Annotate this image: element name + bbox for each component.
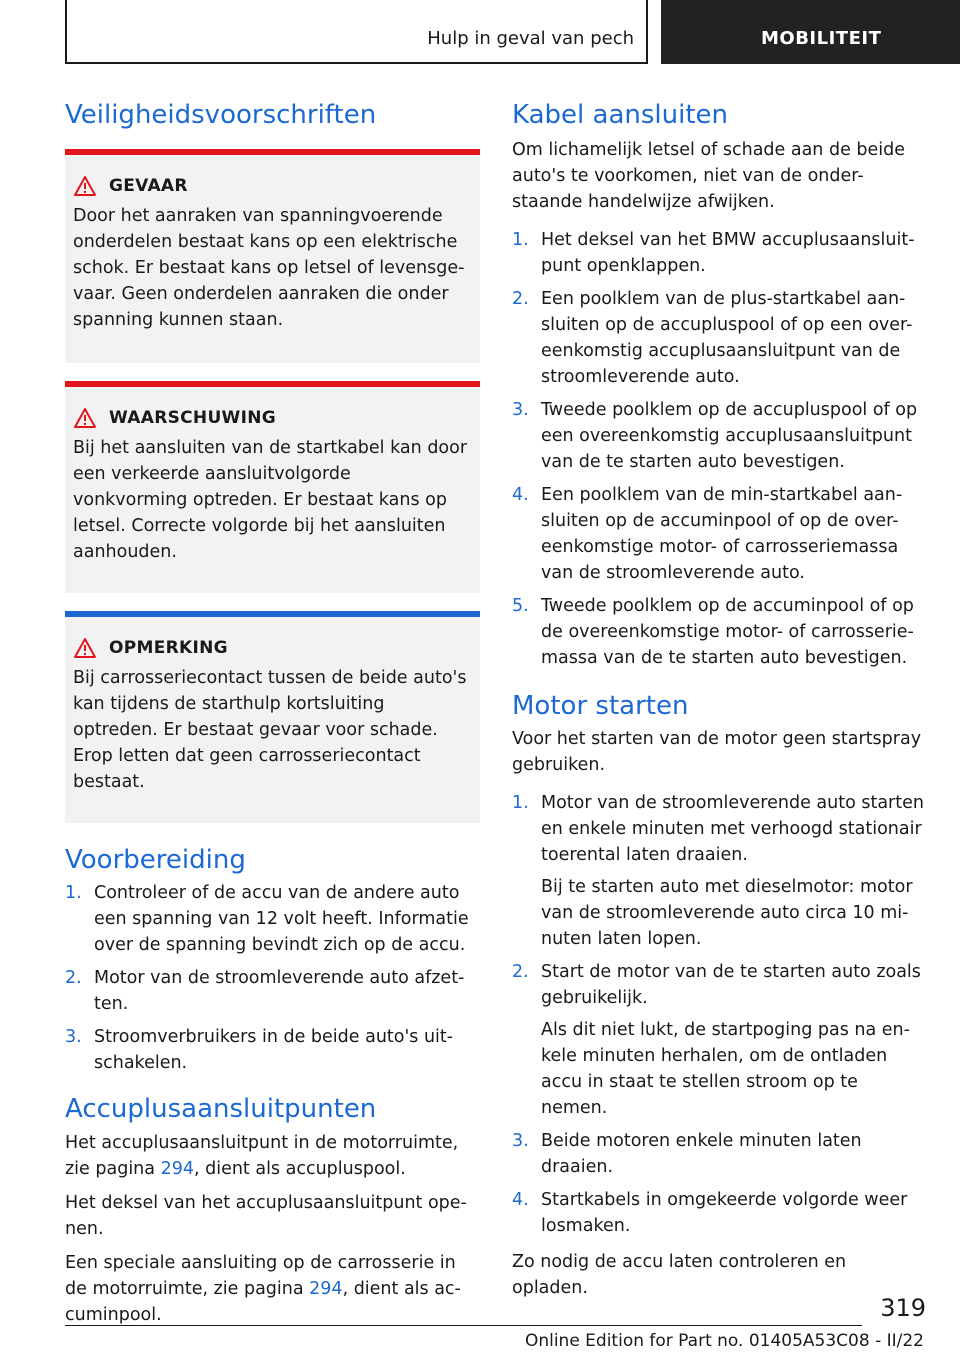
list-item: 3. Stroomverbruikers in de beide auto's uit-schakelen. (65, 1027, 454, 1074)
note-bar (65, 611, 480, 617)
section-heading-connect-cable: Kabel aansluiten (512, 100, 728, 130)
list-item: 3. Beide motoren enkele minuten laten draaien. (512, 1131, 862, 1178)
header-chapter-title: Hulp in geval van pech (427, 28, 634, 49)
list-item: 1. Controleer of de accu van de andere auto een spanning van 12 volt heeft. Informatie over de spanning bevindt zich op de accu. (65, 883, 469, 956)
section-heading-start-engine: Motor starten (512, 691, 689, 722)
header-section-title: MOBILITEIT (761, 28, 882, 49)
paragraph: Zo nodig de accu laten controleren en opladen. (512, 1252, 847, 1299)
header-chapter-tab (65, 0, 648, 64)
list-item: 3. Tweede poolklem op de accupluspool of op een overeenkomstig accuplusaansluitpunt van de te starten auto bevestigen. (512, 400, 918, 473)
list-item: 1. Motor van de stroomleverende auto starten en enkele minuten met verhoogd stationair toerental laten draaien. Bij te starten auto met dieselmotor: motor van de stroomleverende auto circa 10 mi-nuten laten lopen. (512, 793, 924, 950)
header-section-tab (661, 0, 960, 64)
list-item: 4. Startkabels in omgekeerde volgorde weer losmaken. (512, 1190, 908, 1237)
list-item: 4. Een poolklem van de min-startkabel aan-sluiten op de accuminpool of op de over-eenkomstige motor- of carrosseriemassa van de stroomleverende auto. (512, 485, 903, 584)
list-item: 1. Het deksel van het BMW accuplusaansluit-punt openklappen. (512, 230, 915, 277)
paragraph: Het deksel van het accuplusaansluitpunt ope-nen. (65, 1192, 467, 1239)
page-link[interactable]: 294 (160, 1158, 194, 1179)
danger-text: Door het aanraken van spanningvoerende onderdelen bestaat kans op een elektrische schok. Er bestaat kans op letsel of levensge-vaar. Geen onderdelen aanraken die onder spanning kunnen staan. (73, 206, 465, 331)
list-item: 5. Tweede poolklem op de accuminpool of op de overeenkomstige motor- of carrosserie-massa van de te starten auto bevestigen. (512, 596, 914, 669)
note-box (65, 611, 480, 823)
section-heading-battery-points: Accuplusaansluitpunten (65, 1094, 377, 1125)
section-heading-safety: Veiligheidsvoorschriften (65, 100, 377, 130)
warning-box (65, 381, 480, 593)
section-heading-preparation: Voorbereiding (65, 845, 246, 876)
paragraph: Om lichamelijk letsel of schade aan de beide auto's te voorkomen, niet van de onder-staande handelwijze afwijken. (512, 140, 906, 213)
page-link[interactable]: 294 (309, 1278, 343, 1299)
list-item: 2. Een poolklem van de plus-startkabel aan-sluiten op de accupluspool of op een over-eenkomstig accuplusaansluitpunt van de stroomleverende auto. (512, 289, 913, 388)
warning-triangle-icon (73, 407, 97, 429)
footer-divider (65, 1325, 862, 1326)
page-number: 319 (880, 1294, 926, 1322)
preparation-steps (65, 880, 480, 1076)
warning-text: Bij het aansluiten van de startkabel kan door een verkeerde aansluitvolgorde vonkvorming optreden. Er bestaat kans op letsel. Correcte volgorde bij het aansluiten aanhouden. (73, 438, 468, 563)
note-text: Bij carrosseriecontact tussen de beide auto's kan tijdens de starthulp kortsluiting optreden. Er bestaat gevaar voor schade. Erop letten dat geen carrosseriecontact bestaat. (73, 668, 467, 793)
warning-triangle-icon (73, 175, 97, 197)
paragraph: Voor het starten van de motor geen startspray gebruiken. (512, 729, 922, 776)
warning-title: WAARSCHUWING (109, 408, 277, 429)
danger-box (65, 149, 480, 363)
warning-triangle-icon (73, 637, 97, 659)
danger-title: GEVAAR (109, 176, 188, 197)
list-item: 2. Start de motor van de te starten auto zoals gebruikelijk. Als dit niet lukt, de startpoging pas na en-kele minuten herhalen, om de ontladen accu in staat te stellen stroom op te nemen. (512, 962, 921, 1119)
cable-steps (512, 227, 927, 671)
paragraph: Het accuplusaansluitpunt in de motorruimte, zie pagina 294, dient als accupluspool. (65, 1132, 459, 1179)
engine-steps (512, 790, 927, 1239)
footer-edition: Online Edition for Part no. 01405A53C08 - II/22 (524, 1331, 924, 1351)
note-title: OPMERKING (109, 638, 228, 659)
right-column (512, 100, 927, 1309)
list-item: 2. Motor van de stroomleverende auto afzet-ten. (65, 968, 465, 1015)
left-column (65, 100, 480, 1336)
warning-bar (65, 381, 480, 387)
paragraph: Een speciale aansluiting op de carrosserie in de motorruimte, zie pagina 294, dient als ac-cuminpool. (65, 1252, 461, 1325)
danger-bar (65, 149, 480, 155)
